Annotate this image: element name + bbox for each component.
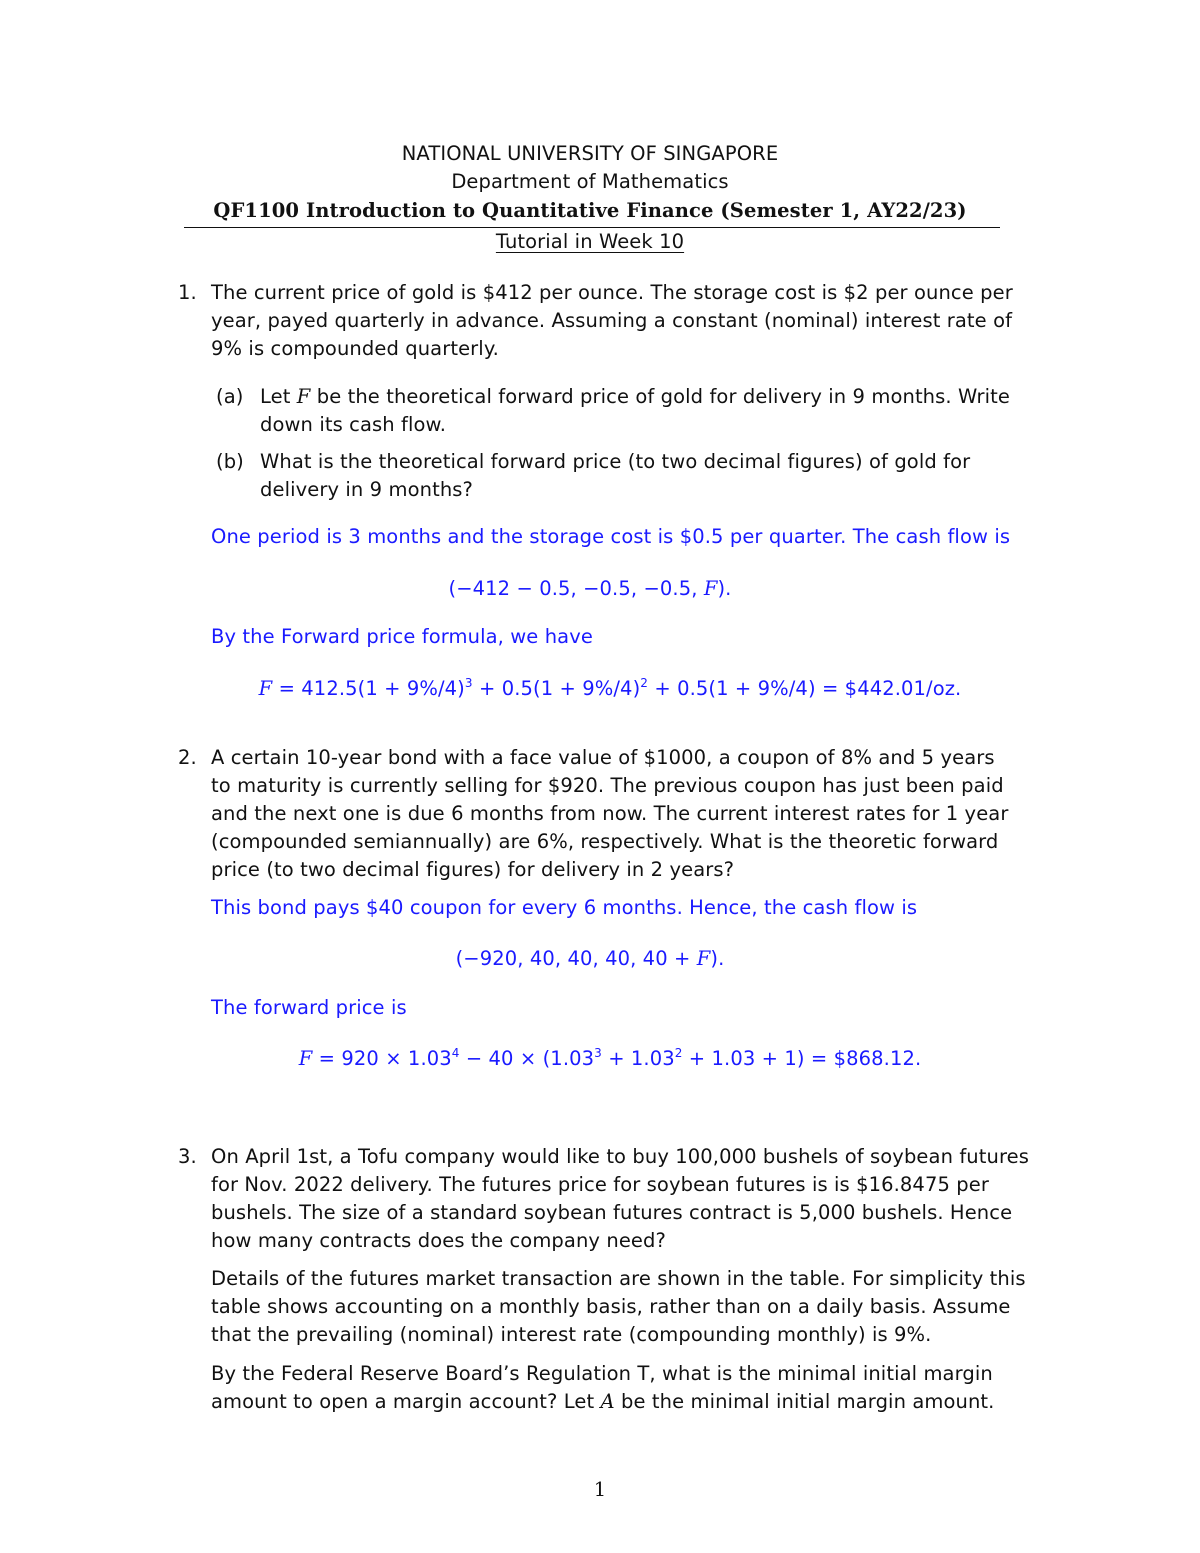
equation-part: − 40 × (1.03: [459, 1047, 595, 1070]
question-text-line: bushels. The size of a standard soybean futures contract is 5,000 bushels. Hence: [211, 1201, 1013, 1224]
subquestion-label: (b): [216, 450, 244, 473]
question-text-line: price (to two decimal figures) for delivery in 2 years?: [211, 858, 735, 881]
page-number: 1: [593, 1478, 607, 1501]
question-text-line: how many contracts does the company need?: [211, 1229, 666, 1252]
solution-formula: [200, 675, 1020, 703]
subquestion-text-line: What is the theoretical forward price (to two decimal figures) of gold for: [260, 450, 971, 473]
equation-part: ).: [710, 947, 725, 970]
subquestion-text: be the theoretical forward price of gold for delivery in 9 months. Write: [316, 385, 1010, 408]
exponent: 3: [464, 676, 473, 690]
question-text-line: (compounded semiannually) are 6%, respectively. What is the theoretic forward: [211, 830, 999, 853]
math-variable: F: [696, 947, 711, 970]
tutorial-title-text: Tutorial in Week 10: [495, 230, 685, 253]
solution-text-line: The forward price is: [211, 996, 407, 1019]
question-text-line: A certain 10-year bond with a face value of $1000, a coupon of 8% and 5 years: [211, 746, 995, 769]
question-text-line: for Nov. 2022 delivery. The futures price for soybean futures is is $16.8475 per: [211, 1173, 989, 1196]
question-text-line: and the next one is due 6 months from now. The current interest rates for 1 year: [211, 802, 1009, 825]
math-variable: F: [298, 1047, 313, 1070]
department-title: Department of Mathematics: [451, 170, 729, 193]
subquestion-label: (a): [216, 385, 244, 408]
question-number: 1.: [178, 281, 197, 304]
subquestion-text-line: delivery in 9 months?: [260, 478, 473, 501]
equation-part: (−412 − 0.5, −0.5, −0.5,: [448, 577, 698, 600]
exponent: 3: [594, 1046, 602, 1060]
solution-text-line: One period is 3 months and the storage cost is $0.5 per quarter. The cash flow is: [211, 525, 1011, 548]
paragraph-line: that the prevailing (nominal) interest rate (compounding monthly) is 9%.: [211, 1323, 932, 1346]
question-text-line: On April 1st, a Tofu company would like to buy 100,000 bushels of soybean futures: [211, 1145, 1030, 1168]
university-title: NATIONAL UNIVERSITY OF SINGAPORE: [401, 142, 779, 165]
equation-part: ).: [717, 577, 732, 600]
paragraph-line: By the Federal Reserve Board’s Regulation T, what is the minimal initial margin: [211, 1362, 993, 1385]
solution-cashflow: [180, 945, 1000, 973]
equation-part: + 0.5(1 + 9%/4) = $442.01/oz.: [648, 677, 962, 700]
equation-part: + 1.03: [601, 1047, 675, 1070]
paragraph-line: table shows accounting on a monthly basis, rather than on a daily basis. Assume: [211, 1295, 1011, 1318]
question-text-line: The current price of gold is $412 per ounce. The storage cost is $2 per ounce per: [211, 281, 1013, 304]
question-text-line: year, payed quarterly in advance. Assuming a constant (nominal) interest rate of: [211, 309, 1013, 332]
question-text-line: to maturity is currently selling for $920. The previous coupon has just been paid: [211, 774, 1004, 797]
question-number: 3.: [178, 1145, 197, 1168]
equation-part: = 412.5(1 + 9%/4): [272, 677, 465, 700]
solution-text-line: This bond pays $40 coupon for every 6 months. Hence, the cash flow is: [211, 896, 918, 919]
question-number: 2.: [178, 746, 197, 769]
exponent: 4: [451, 1046, 460, 1060]
solution-cashflow: [180, 575, 1000, 603]
course-title: QF1100 Introduction to Quantitative Finance (Semester 1, AY22/23): [213, 199, 967, 222]
paragraph-line: Details of the futures market transaction are shown in the table. For simplicity this: [211, 1267, 1026, 1290]
math-variable: A: [600, 1390, 615, 1413]
equation-part: = 920 × 1.03: [312, 1047, 452, 1070]
math-variable: F: [258, 677, 273, 700]
equation-part: + 1.03 + 1) = $868.12.: [682, 1047, 922, 1070]
subquestion-text-line: [260, 383, 1030, 411]
paragraph-line: [211, 1388, 1031, 1416]
paragraph-text: amount to open a margin account? Let: [211, 1390, 595, 1413]
tutorial-title: [180, 228, 1000, 256]
subquestion-text: Let: [260, 385, 291, 408]
question-text-line: 9% is compounded quarterly.: [211, 337, 499, 360]
exponent: 2: [674, 1046, 683, 1060]
solution-formula: [200, 1045, 1020, 1073]
equation-part: (−920, 40, 40, 40, 40 +: [455, 947, 691, 970]
subquestion-text-line: down its cash flow.: [260, 413, 447, 436]
math-variable: F: [296, 385, 311, 408]
paragraph-text: be the minimal initial margin amount.: [621, 1390, 995, 1413]
exponent: 2: [640, 676, 649, 690]
equation-part: + 0.5(1 + 9%/4): [472, 677, 641, 700]
math-variable: F: [703, 577, 718, 600]
solution-text-line: By the Forward price formula, we have: [211, 625, 593, 648]
